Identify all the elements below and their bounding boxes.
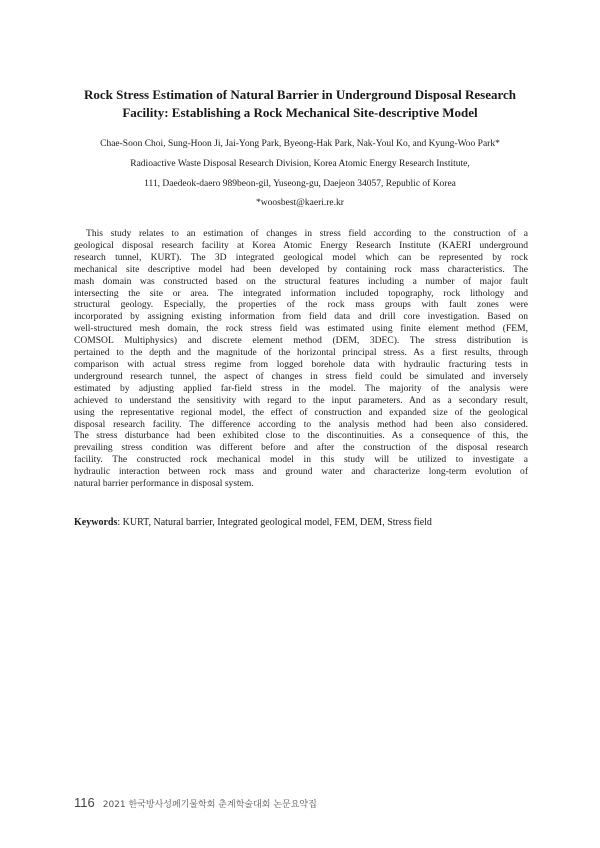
affiliation: Radioactive Waste Disposal Research Division, Korea Atomic Energy Research Institute,: [130, 159, 470, 169]
abstract-line: disposal research facility. The difference according to the analysis method had been also considered.: [74, 418, 528, 430]
abstract-line: prevailing stress condition was different before and after the construction of the disposal research: [74, 442, 528, 454]
abstract-line: pertained to the depth and the magnitude of the horizontal principal stress. As a first results, through: [74, 347, 528, 359]
keywords-label: Keywords: [74, 517, 118, 528]
abstract-line: natural barrier performance in disposal system.: [74, 478, 254, 490]
abstract-line: well-structured mesh domain, the rock stress field was estimated using finite element method (FEM,: [74, 323, 528, 335]
title-line: Facility: Establishing a Rock Mechanical Site-descriptive Model: [122, 105, 478, 120]
abstract-line: research tunnel, KURT). The 3D integrated geological model which can be represented by rock: [74, 251, 528, 263]
proceedings-title: 2021 한국방사성폐기물학회 춘계학술대회 논문요약집: [102, 800, 317, 810]
abstract-line: structural geology. Especially, the properties of the rock mass groups with fault zones were: [74, 299, 528, 311]
keywords-list: : KURT, Natural barrier, Integrated geological model, FEM, DEM, Stress field: [117, 517, 432, 528]
page-number: 116: [74, 795, 95, 810]
abstract-line: mechanical site descriptive model had been developed by containing rock mass characteristics. The: [74, 263, 528, 275]
abstract-line: comparison with actual stress regime from logged borehole data with hydraulic fracturing tests in: [74, 358, 528, 370]
paper-title: [60, 86, 540, 122]
page-footer: [74, 795, 317, 810]
abstract-line: incorporated by assigning existing information from field data and drill core investigation. Based on: [74, 311, 528, 323]
abstract-line: achieved to understand the sensitivity with regard to the input parameters. And as a secondary result,: [74, 394, 528, 406]
abstract-line: COMSOL Multiphysics) and discrete element method (DEM, 3DEC). The stress distribution is: [74, 335, 528, 347]
abstract-line: underground research tunnel, the aspect of changes in stress field could be simulated and inversely: [74, 370, 528, 382]
address: 111, Daedeok-daero 989beon-gil, Yuseong-gu, Daejeon 34057, Republic of Korea: [144, 179, 456, 189]
abstract-line: facility. The constructed rock mechanical model in this study will be utilized to investigate a: [74, 454, 528, 466]
title-line: Rock Stress Estimation of Natural Barrier in Underground Disposal Research: [83, 87, 516, 102]
abstract-line: intersecting the site or area. The integrated information included topography, rock lithology and: [74, 287, 528, 299]
abstract-line: mash domain was constructed based on the structural features including a number of major fault: [74, 275, 528, 287]
author-list: Chae-Soon Choi, Sung-Hoon Ji, Jai-Yong Park, Byeong-Hak Park, Nak-Youl Ko, and Kyung-Woo Park*: [100, 139, 500, 149]
abstract: [74, 228, 528, 490]
abstract-line: geological disposal research facility at Korea Atomic Energy Research Institute (KAERI underground: [74, 239, 528, 251]
abstract-line: hydraulic interaction between rock mass and ground water and characterize long-term evolution of: [74, 466, 528, 478]
abstract-line: This study relates to an estimation of changes in stress field according to the construction of a: [86, 228, 528, 239]
abstract-line: The stress disturbance had been exhibited close to the discontinuities. As a consequence of this, the: [74, 430, 528, 442]
abstract-line: using the representative regional model, the effect of construction and expanded size of the geological: [74, 406, 528, 418]
keywords: [74, 517, 528, 529]
corresponding-email: *woosbest@kaeri.re.kr: [256, 198, 344, 208]
abstract-line: estimated by adjusting applied far-field stress in the model. The majority of the analysis were: [74, 382, 528, 394]
